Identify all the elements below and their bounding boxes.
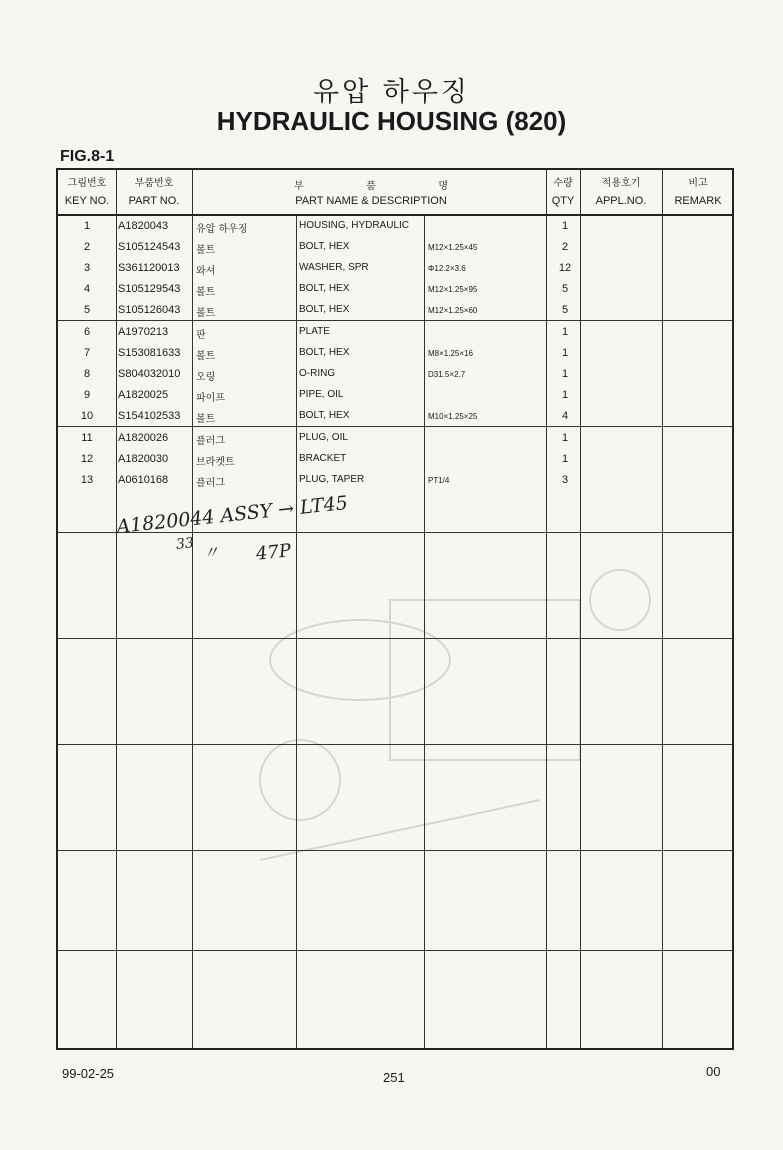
part-name: PLUG, TAPER — [299, 474, 365, 485]
description: M12×1.25×95 — [428, 285, 478, 294]
table-row — [58, 385, 732, 406]
parts-table — [56, 168, 734, 1050]
part-number: A1820026 — [118, 432, 169, 444]
description: M12×1.25×45 — [428, 243, 478, 252]
part-number: A1820030 — [118, 453, 169, 465]
part-name-korean: 볼트 — [196, 308, 216, 319]
quantity: 1 — [561, 389, 569, 401]
quantity: 1 — [561, 220, 569, 232]
header-appl-no: 적용호기 APPL.NO. — [595, 178, 647, 207]
part-name: PLUG, OIL — [299, 432, 348, 443]
part-number: S105129543 — [118, 283, 181, 295]
quantity: 1 — [561, 368, 569, 380]
description: M10×1.25×25 — [428, 412, 478, 421]
part-name-korean: 유압 하우징 — [196, 224, 248, 235]
part-name-korean: 볼트 — [196, 245, 216, 256]
key-number: 8 — [83, 368, 91, 380]
handwritten-value: 47P — [254, 540, 293, 565]
part-name: BOLT, HEX — [299, 304, 350, 315]
part-name: O-RING — [299, 368, 336, 379]
quantity: 1 — [561, 432, 569, 444]
key-number: 5 — [83, 304, 91, 316]
page-title: HYDRAULIC HOUSING (820) — [216, 106, 567, 136]
part-name: BRACKET — [299, 453, 347, 464]
description: M12×1.25×60 — [428, 306, 478, 315]
quantity: 12 — [558, 262, 572, 274]
part-name: HOUSING, HYDRAULIC — [299, 220, 410, 231]
part-number: A1970213 — [118, 326, 169, 338]
handwritten-qty: 33 — [175, 535, 195, 553]
part-name-korean: 볼트 — [196, 414, 216, 425]
quantity: 2 — [561, 241, 569, 253]
part-name-korean: 브라켓트 — [196, 457, 235, 468]
handwritten-note: A1820044 ASSY → LT45 — [115, 491, 349, 539]
title-korean: 유압 하우징 — [313, 77, 470, 108]
key-number: 7 — [83, 347, 91, 359]
quantity: 5 — [561, 304, 569, 316]
table-row — [58, 470, 732, 491]
quantity: 5 — [561, 283, 569, 295]
key-number: 13 — [80, 474, 94, 486]
part-name: BOLT, HEX — [299, 283, 350, 294]
key-number: 12 — [80, 453, 94, 465]
header-part-name: PART NAME & DESCRIPTION — [295, 195, 447, 207]
part-name-korean: 플러그 — [196, 436, 225, 447]
part-number: S361120013 — [118, 262, 180, 274]
key-number: 10 — [80, 410, 94, 422]
table-row — [58, 364, 732, 385]
figure-label: FIG.8-1 — [60, 148, 115, 165]
table-row — [58, 258, 732, 279]
table-row — [58, 237, 732, 258]
table-row — [58, 322, 732, 343]
part-name-korean: 파이프 — [196, 393, 225, 404]
quantity: 3 — [561, 474, 569, 486]
key-number: 1 — [83, 220, 91, 232]
part-number: S154102533 — [118, 410, 181, 422]
table-row — [58, 406, 732, 427]
part-name: BOLT, HEX — [299, 347, 350, 358]
part-name-korean: 오링 — [196, 372, 216, 383]
key-number: 2 — [83, 241, 91, 253]
table-row — [58, 449, 732, 470]
description: Φ12.2×3.6 — [428, 264, 466, 273]
part-number: A0610168 — [118, 474, 169, 486]
quantity: 1 — [561, 453, 569, 465]
header-remark: 비고 REMARK — [674, 178, 722, 207]
part-number: S804032010 — [118, 368, 181, 380]
part-number: S105124543 — [118, 241, 181, 253]
page-number: 251 — [383, 1070, 405, 1085]
quantity: 1 — [561, 326, 569, 338]
table-row — [58, 300, 732, 321]
footer-date: 99-02-25 — [62, 1066, 115, 1081]
quantity: 4 — [561, 410, 569, 422]
description: D31.5×2.7 — [428, 370, 466, 379]
revision-number: 00 — [706, 1064, 721, 1079]
header-qty: 수량 QTY — [551, 178, 575, 207]
key-number: 6 — [83, 326, 91, 338]
part-number: S153081633 — [118, 347, 181, 359]
part-name: WASHER, SPR — [299, 262, 369, 273]
header-part-no: 부품번호 PART NO. — [128, 178, 180, 207]
quantity: 1 — [561, 347, 569, 359]
part-number: S105126043 — [118, 304, 181, 316]
part-name: PLATE — [299, 326, 330, 337]
key-number: 9 — [83, 389, 91, 401]
part-number: A1820025 — [118, 389, 169, 401]
table-row — [58, 343, 732, 364]
header-key: 그림번호 KEY NO. — [64, 178, 110, 207]
key-number: 3 — [83, 262, 91, 274]
key-number: 4 — [83, 283, 91, 295]
part-name-korean: 볼트 — [196, 287, 216, 298]
part-name-korean: 볼트 — [196, 351, 216, 362]
part-name: BOLT, HEX — [299, 241, 350, 252]
part-name: PIPE, OIL — [299, 389, 344, 400]
header-part-name-korean: 부 품 명 — [294, 181, 448, 192]
handwritten-ditto: 〃 — [202, 542, 221, 563]
part-name-korean: 플러그 — [196, 478, 225, 489]
description: PT1/4 — [428, 476, 450, 485]
key-number: 11 — [81, 432, 93, 444]
table-row — [58, 279, 732, 300]
table-row — [58, 216, 732, 237]
description: M8×1.25×16 — [428, 349, 473, 358]
part-name: BOLT, HEX — [299, 410, 350, 421]
part-number: A1820043 — [118, 220, 169, 232]
part-name-korean: 와셔 — [196, 266, 216, 277]
part-name-korean: 판 — [196, 330, 206, 341]
table-row — [58, 428, 732, 449]
